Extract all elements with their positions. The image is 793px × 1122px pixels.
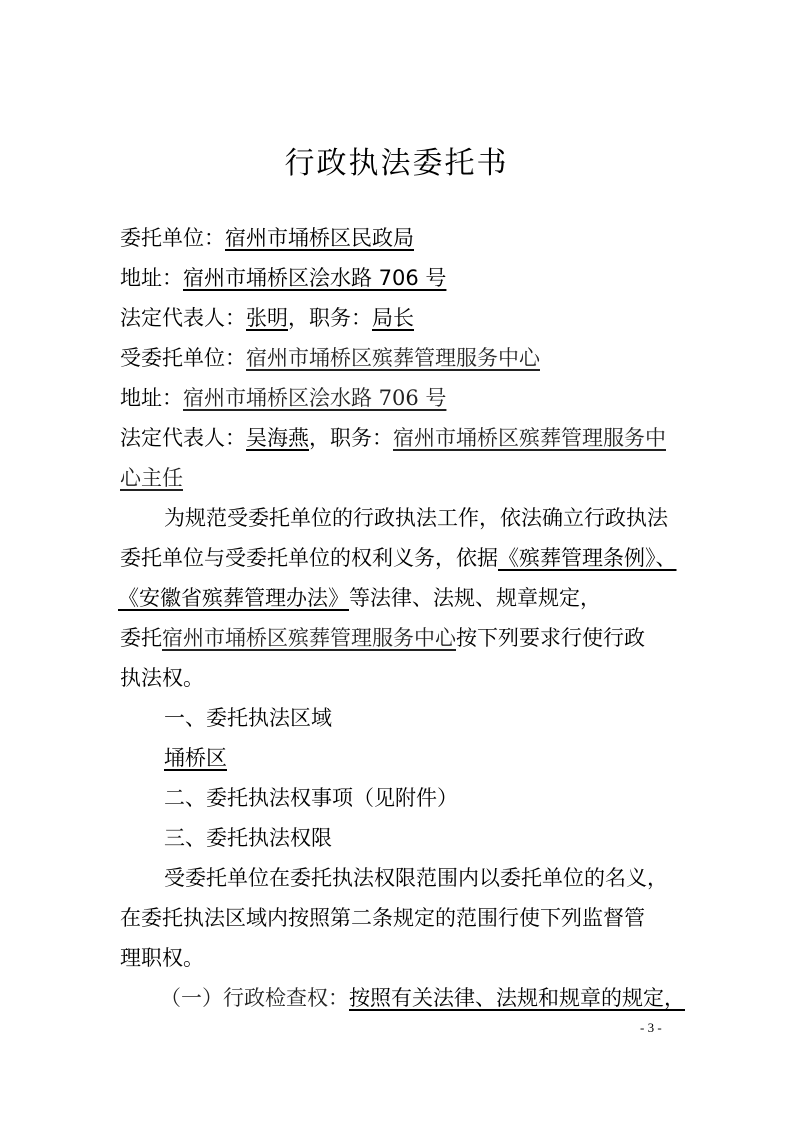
entrustee-unit: 宿州市埇桥区殡葬管理服务中心 (246, 346, 540, 370)
paragraph-1-line-4-suffix: 按下列要求行使行政 (456, 626, 645, 650)
entrustor-rep-line (120, 302, 414, 334)
entrustor-unit-line (120, 222, 414, 254)
entrustor-post-label: ，职务： (288, 306, 372, 330)
entrustee-post-label: ，职务： (309, 426, 393, 450)
entrustee-address-line (120, 382, 446, 414)
entrustee-post-line2-row (120, 462, 183, 494)
entrustee-rep-line (120, 422, 666, 454)
paragraph-2-line-2: 在委托执法区域内按照第二条规定的范围行使下列监督管 (120, 906, 645, 930)
paragraph-2-line-1: 受委托单位在委托执法权限范围内以委托单位的名义， (164, 866, 668, 890)
paragraph-1-line-4-prefix: 委托 (120, 626, 162, 650)
paragraph-1-line-5: 执法权。 (120, 666, 204, 690)
entrustee-post-line2: 心主任 (120, 466, 183, 490)
paragraph-3-text: 按照有关法律、法规和规章的规定， (349, 986, 685, 1010)
entrustee-unit-label: 受委托单位： (120, 346, 246, 370)
entrustor-address-label: 地址： (120, 266, 183, 290)
entrustor-unit: 宿州市埇桥区民政局 (225, 226, 414, 250)
paragraph-3-label: （一）行政检查权： (160, 986, 349, 1010)
paragraph-1-line-2-text: 委托单位与受委托单位的权利义务，依据 (120, 546, 498, 570)
section-3-heading: 三、委托执法权限 (164, 826, 332, 850)
document-title: 行政执法委托书 (284, 146, 509, 181)
entrustor-address-line (120, 262, 446, 294)
section-1-value-line (164, 742, 227, 774)
section-1-value: 埇桥区 (164, 746, 227, 770)
entrustee-unit-line (120, 342, 540, 374)
paragraph-1-line-2 (120, 542, 677, 574)
entrustee-address-label: 地址： (120, 386, 183, 410)
paragraph-3-line-1 (160, 982, 685, 1014)
page-number: - 3 - (640, 1020, 662, 1035)
section-1-heading: 一、委托执法区域 (164, 706, 332, 730)
regulation-reference-2: 《安徽省殡葬管理办法》 (118, 586, 349, 610)
entrustee-rep: 吴海燕 (246, 426, 309, 450)
entrustor-post: 局长 (372, 306, 414, 330)
paragraph-2-line-3: 理职权。 (120, 946, 204, 970)
paragraph-1-line-3 (118, 582, 601, 614)
paragraph-1-line-4 (120, 622, 645, 654)
regulation-reference-1: 《殡葬管理条例》、 (498, 546, 677, 570)
entrustor-rep: 张明 (246, 306, 288, 330)
paragraph-1-line-3-text: 等法律、法规、规章规定， (349, 586, 601, 610)
entrustee-rep-label: 法定代表人： (120, 426, 246, 450)
entrustee-post-line1: 宿州市埇桥区殡葬管理服务中 (393, 426, 666, 450)
entrustee-reference: 宿州市埇桥区殡葬管理服务中心 (162, 626, 456, 650)
paragraph-1-line-1: 为规范受委托单位的行政执法工作，依法确立行政执法 (164, 506, 668, 530)
entrustor-rep-label: 法定代表人： (120, 306, 246, 330)
entrustor-unit-label: 委托单位： (120, 226, 225, 250)
section-2-heading: 二、委托执法权事项（见附件） (164, 786, 458, 810)
entrustee-address: 宿州市埇桥区浍水路 706 号 (183, 386, 447, 410)
entrustor-address: 宿州市埇桥区浍水路 706 号 (183, 266, 447, 290)
